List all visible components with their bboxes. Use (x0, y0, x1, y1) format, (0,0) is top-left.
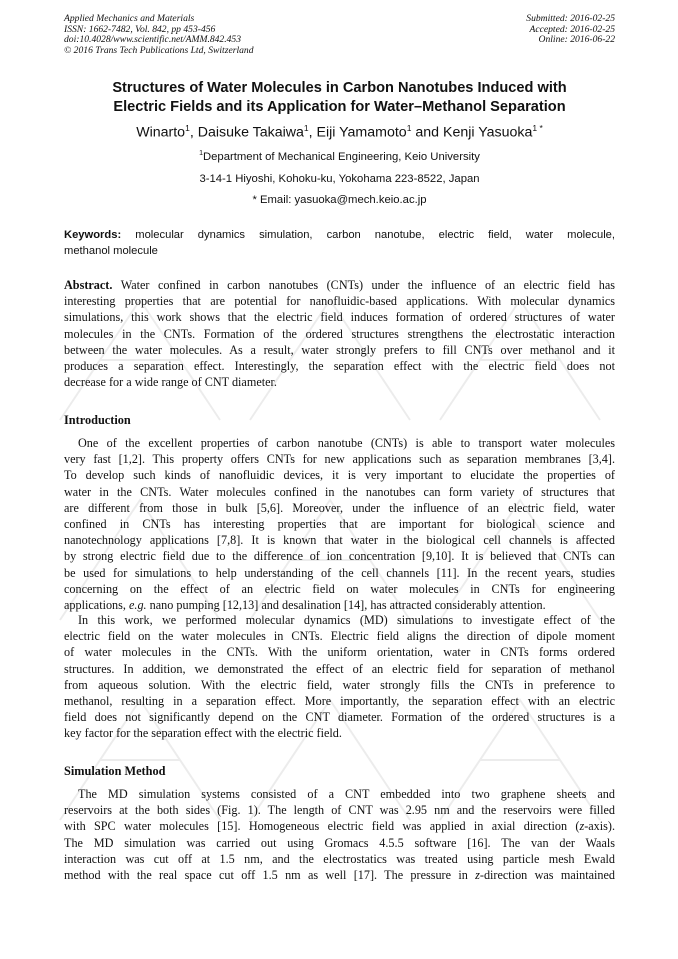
intro-line: methanol, resulting in a separation effect. More importantly, the separation effect with an electric (64, 693, 615, 708)
affil-dept-text: Department of Mechanical Engineering, Keio University (202, 150, 480, 163)
intro-line-last (64, 597, 615, 613)
author-list (64, 123, 615, 141)
keywords-line-2: methanol molecule (64, 245, 158, 258)
sim-text: -direction was maintained (479, 867, 615, 882)
sim-line (64, 818, 615, 834)
abstract-text-1: Water confined in carbon nanotubes (CNTs) under the influence of an electric field has (120, 278, 615, 292)
intro-line: confined in CNTs has interesting properties that are important for biological science and (64, 516, 615, 531)
intro-line: One of the excellent properties of carbon nanotube (CNTs) is able to transport water molecules (78, 436, 615, 450)
intro-line: key factor for the separation effect with the electric field. (64, 726, 342, 741)
dates-header (526, 14, 615, 46)
sim-z: z (579, 819, 585, 834)
intro-eg: e.g. (128, 597, 147, 612)
simulation-heading: Simulation Method (64, 764, 166, 778)
sim-z: z (475, 867, 480, 882)
sim-text: with SPC water molecules [15]. Homogeneous electric field was applied in axial direction ( (64, 819, 580, 834)
intro-line: of water molecules in the CNTs. With the uniform orientation, water in CNTs forms ordered (64, 645, 615, 660)
submitted-date: Submitted: 2016-02-25 (526, 13, 615, 24)
intro-text: nano pumping [12,13] and desalination [14], has attracted considerably attention. (146, 597, 546, 612)
intro-line: be used for simulations to help understanding of the cell channels [11]. In the recent years, studies (64, 565, 615, 580)
abstract-block (64, 277, 615, 390)
abstract-line: simulations, this work shows that the electric field induces formation of ordered structures of water (64, 310, 615, 325)
intro-line: are different from those in bulk [5,6]. Moreover, under the influence of an electric field, water (64, 500, 615, 515)
sim-line: The MD simulation systems consisted of a CNT embedded into two graphene sheets and (78, 787, 615, 801)
simulation-paragraph (64, 786, 615, 883)
author-affil-mark: 1 (185, 123, 190, 133)
author-name: Winarto (136, 124, 186, 141)
intro-line: concerning on the effect of an electric field on water molecules in CNTs for engineering (64, 581, 615, 596)
introduction-heading: Introduction (64, 413, 131, 427)
abstract-line-1 (64, 277, 615, 293)
intro-line: electric field on the water molecules in CNTs. Electric field aligns the direction of dipole moment (64, 629, 615, 644)
keywords-line-1 (64, 228, 615, 244)
abstract-line: molecules in the CNTs. Formation of the ordered structures strengthens the electrostatic interaction (64, 326, 615, 341)
title-line-1: Structures of Water Molecules in Carbon Nanotubes Induced with (112, 80, 567, 96)
journal-copyright: © 2016 Trans Tech Publications Ltd, Switzerland (64, 44, 254, 56)
keywords-text-1: molecular dynamics simulation, carbon nanotube, electric field, water molecule, (135, 229, 615, 241)
intro-line: from aqueous solution. With the electric field, water strongly fills the CNTs in preference to (64, 677, 615, 692)
intro-line: structures. In addition, we demonstrated the effect of an electric field for separation of methanol (64, 661, 615, 676)
intro-line: very fast [1,2]. This property offers CNTs for new applications such as separation membranes [3,4]. (64, 452, 615, 467)
intro-line: To develop such kinds of nanofluidic devices, it is very important to elucidate the properties of (64, 468, 615, 483)
author-name: Kenji Yasuoka (442, 124, 533, 141)
sim-text: -axis). (584, 819, 615, 834)
affiliation-dept (64, 150, 615, 163)
introduction-paragraph-2 (64, 612, 615, 742)
author-affil-mark: 1 * (532, 123, 543, 133)
accepted-date: Accepted: 2016-02-25 (529, 23, 615, 35)
author-affil-mark: 1 (303, 123, 309, 133)
author-separator: , (189, 124, 198, 141)
keywords-label: Keywords: (64, 229, 122, 241)
sim-line: reservoirs at the both sides (Fig. 1). The length of CNT was 2.95 nm and the reservoirs were filled (64, 803, 615, 818)
author-separator: , (308, 124, 317, 141)
author-affil-mark: 1 (406, 123, 412, 133)
intro-line: field does not significantly depend on the CNT diameter. Formation of the ordered structures is a (64, 710, 615, 725)
affil-mark: 1 (199, 150, 203, 157)
intro-line: by strong electric field due to the difference of ion concentration [9,10]. It is believed that CNTs can (64, 549, 615, 564)
author-name: Eiji Yamamoto (316, 124, 407, 141)
abstract-line: interesting properties that are potential for nanofluidic-based applications. With molecular dynamics (64, 294, 615, 309)
affiliation-address: 3-14-1 Hiyoshi, Kohoku-ku, Yokohama 223-8522, Japan (199, 173, 480, 185)
journal-header (64, 14, 254, 56)
sim-line: interaction was cut off at 1.5 nm, and the electrostatics was treated using particle mesh Ewald (64, 851, 615, 866)
intro-line: water in the CNTs. Water molecules confined in the nanotubes can form variety of structures that (64, 484, 615, 499)
abstract-line: decrease for a wide range of CNT diameter. (64, 375, 277, 390)
paper-title (64, 79, 615, 117)
sim-line: The MD simulation was carried out using Gromacs 4.5.5 software [16]. The van der Waals (64, 835, 615, 850)
journal-issn: ISSN: 1662-7482, Vol. 842, pp 453-456 (64, 23, 216, 35)
sim-text: method with the real space cut off 1.5 nm as well [17]. The pressure in (64, 867, 476, 882)
corresponding-email: * Email: yasuoka@mech.keio.ac.jp (252, 194, 427, 206)
intro-line: nanotechnology applications [7,8]. It is known that water in the biological cell channels is affected (64, 533, 615, 548)
introduction-paragraph-1 (64, 435, 615, 613)
author-and: and (411, 124, 443, 141)
sim-line (64, 867, 615, 883)
intro-text: applications, (64, 597, 129, 612)
abstract-label: Abstract. (64, 278, 113, 292)
title-line-2: Electric Fields and its Application for Water–Methanol Separation (113, 99, 566, 115)
abstract-line: produces a separation effect. Interestingly, the separation effect with the electric field does not (64, 358, 615, 373)
journal-doi: doi:10.4028/www.scientific.net/AMM.842.453 (64, 34, 242, 46)
author-name: Daisuke Takaiwa (197, 124, 304, 141)
keywords-block (64, 228, 615, 260)
online-date: Online: 2016-06-22 (538, 34, 615, 46)
abstract-line: between the water molecules. As a result, water strongly prefers to fill CNTs over methanol and it (64, 342, 615, 357)
journal-name: Applied Mechanics and Materials (64, 13, 195, 24)
intro-line: In this work, we performed molecular dynamics (MD) simulations to investigate effect of the (78, 613, 615, 627)
